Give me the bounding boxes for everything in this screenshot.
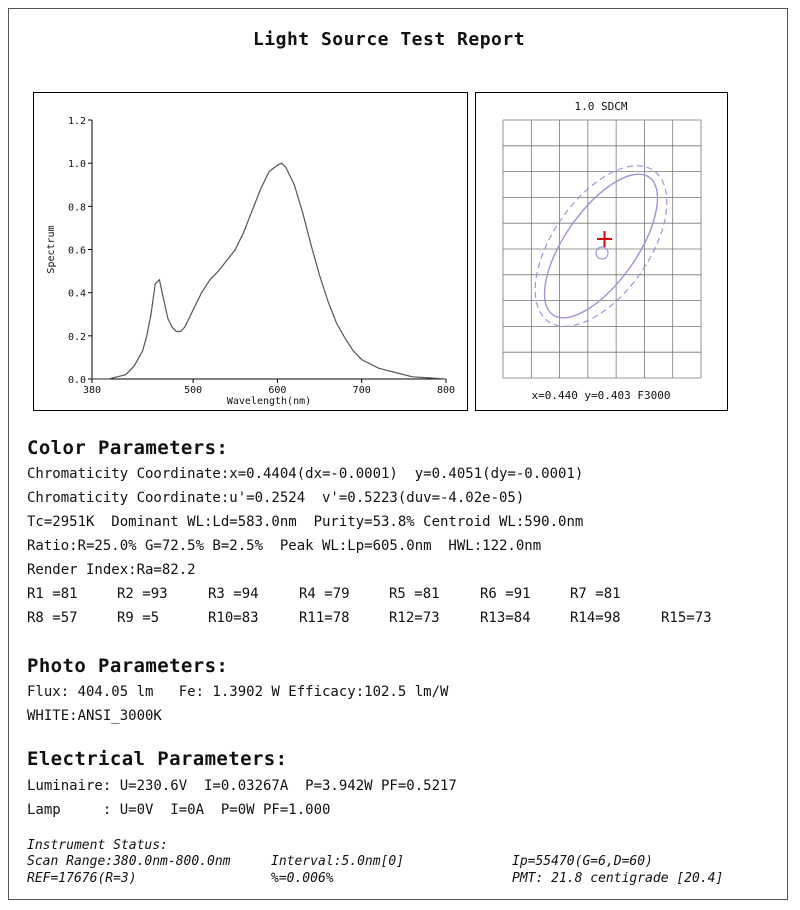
interval: Interval:5.0nm[0] xyxy=(271,854,405,869)
r-value: R10=83 xyxy=(208,610,259,626)
flux-line: Flux: 404.05 lm Fe: 1.3902 W Efficacy:102.5 lm/W xyxy=(27,684,449,700)
r-value: R3 =94 xyxy=(208,586,259,602)
spectrum-panel xyxy=(33,92,468,411)
render-index-row-2 xyxy=(27,610,767,628)
y-tick-label: 0.2 xyxy=(67,331,86,343)
chromaticity-xy-line: Chromaticity Coordinate:x=0.4404(dx=-0.0001) y=0.4051(dy=-0.0001) xyxy=(27,466,584,482)
ip-value: Ip=55470(G=6,D=60) xyxy=(512,854,653,869)
r-value: R2 =93 xyxy=(117,586,168,602)
r-value: R4 =79 xyxy=(299,586,350,602)
render-index-row-1 xyxy=(27,586,767,604)
r-value: R11=78 xyxy=(299,610,350,626)
y-tick-label: 1.0 xyxy=(67,159,86,171)
sdcm-inner-ellipse xyxy=(523,157,678,336)
chromaticity-panel xyxy=(475,92,728,411)
pmt-value: PMT: 21.8 centigrade [20.4] xyxy=(512,871,724,886)
chromaticity-title: 1.0 SDCM xyxy=(574,100,628,113)
scan-range: Scan Range:380.0nm-800.0nm xyxy=(27,854,231,869)
spectrum-curve xyxy=(92,163,446,379)
x-tick-label: 800 xyxy=(436,385,456,396)
lamp-line: Lamp : U=0V I=0A P=0W PF=1.000 xyxy=(27,802,331,818)
y-tick-label: 0.8 xyxy=(67,202,86,214)
electrical-parameters-title: Electrical Parameters: xyxy=(27,748,288,770)
luminaire-line: Luminaire: U=230.6V I=0.03267A P=3.942W PF=0.5217 xyxy=(27,778,457,794)
r-value: R7 =81 xyxy=(570,586,621,602)
percent-value: %=0.006% xyxy=(271,871,334,886)
chromaticity-chart xyxy=(476,93,727,410)
y-axis-label: Spectrum xyxy=(46,225,57,274)
r-value: R9 =5 xyxy=(117,610,160,626)
color-parameters-title: Color Parameters: xyxy=(27,437,229,459)
report-page xyxy=(8,8,788,900)
photo-parameters-title: Photo Parameters: xyxy=(27,655,229,677)
ratio-line: Ratio:R=25.0% G=72.5% B=2.5% Peak WL:Lp=605.0nm HWL:122.0nm xyxy=(27,538,542,554)
instrument-status-title: Instrument Status: xyxy=(27,838,168,853)
ref-value: REF=17676(R=3) xyxy=(27,871,137,886)
r-value: R14=98 xyxy=(570,610,621,626)
r-value: R1 =81 xyxy=(27,586,78,602)
r-value: R6 =91 xyxy=(480,586,531,602)
chromaticity-uv-line: Chromaticity Coordinate:u'=0.2524 v'=0.5223(duv=-4.02e-05) xyxy=(27,490,525,506)
x-tick-label: 700 xyxy=(352,385,371,396)
x-axis-label: Wavelength(nm) xyxy=(226,396,312,407)
y-tick-label: 1.2 xyxy=(67,116,86,127)
x-tick-label: 380 xyxy=(82,385,102,396)
sdcm-outer-ellipse xyxy=(509,143,693,349)
tc-line: Tc=2951K Dominant WL:Ld=583.0nm Purity=53.8% Centroid WL:590.0nm xyxy=(27,514,584,530)
y-tick-label: 0.4 xyxy=(67,288,86,300)
r-value: R15=73 xyxy=(661,610,712,626)
x-tick-label: 500 xyxy=(184,385,203,396)
chromaticity-readout: x=0.440 y=0.403 F3000 xyxy=(531,389,671,402)
render-index-line: Render Index:Ra=82.2 xyxy=(27,562,196,578)
y-tick-label: 0.6 xyxy=(67,245,86,257)
white-line: WHITE:ANSI_3000K xyxy=(27,708,162,724)
report-title: Light Source Test Report xyxy=(252,29,526,50)
x-tick-label: 600 xyxy=(268,385,287,396)
r-value: R8 =57 xyxy=(27,610,78,626)
spectrum-chart xyxy=(34,93,467,410)
r-value: R13=84 xyxy=(480,610,531,626)
y-tick-label: 0.0 xyxy=(67,375,86,386)
r-value: R5 =81 xyxy=(389,586,440,602)
r-value: R12=73 xyxy=(389,610,440,626)
